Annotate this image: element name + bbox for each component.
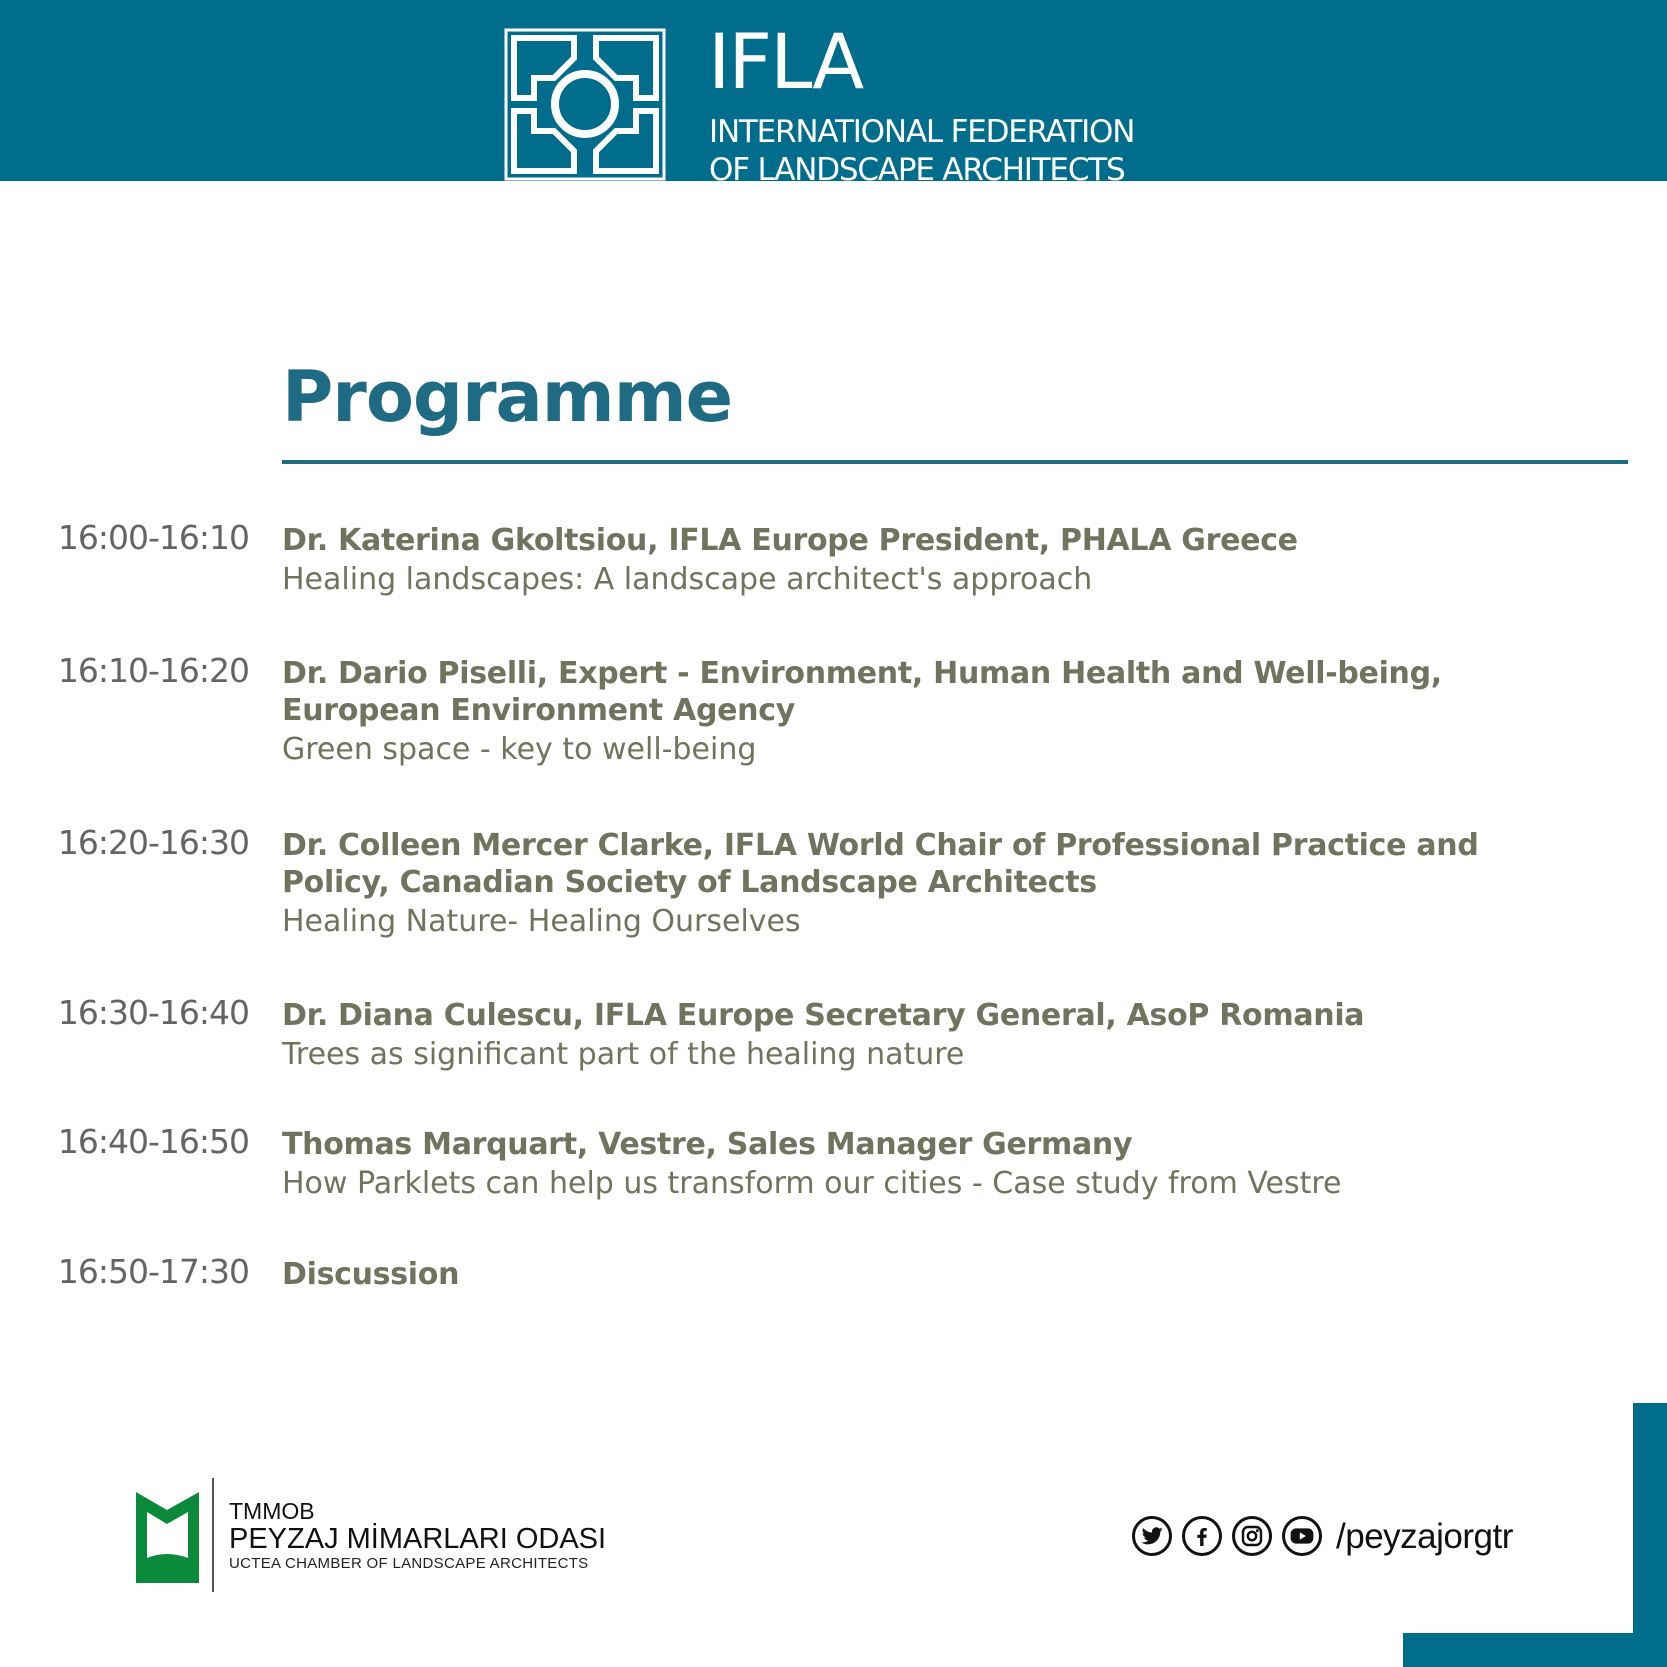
facebook-icon[interactable] — [1182, 1516, 1222, 1556]
entry-speaker: Policy, Canadian Society of Landscape Architects — [282, 865, 1097, 900]
social-links — [1132, 1515, 1513, 1557]
entry-content — [282, 1256, 1642, 1293]
entry-time: 16:40-16:50 — [57, 1122, 249, 1161]
entry-time: 16:50-17:30 — [57, 1252, 249, 1291]
corner-accent-vertical — [1633, 1403, 1667, 1667]
entry-content — [282, 1126, 1642, 1205]
entry-speaker: European Environment Agency — [282, 693, 795, 728]
title-divider — [282, 460, 1628, 464]
twitter-icon[interactable] — [1132, 1516, 1172, 1556]
entry-talk: Healing Nature- Healing Ourselves — [282, 904, 801, 939]
entry-content — [282, 997, 1642, 1076]
social-handle[interactable]: /peyzajorgtr — [1336, 1516, 1513, 1556]
entry-time: 16:30-16:40 — [57, 993, 249, 1032]
ifla-subtitle-line2: OF LANDSCAPE ARCHITECTS — [709, 152, 1125, 188]
entry-content — [282, 522, 1642, 601]
entry-speaker: Dr. Dario Piselli, Expert - Environment, Human Health and Well-being, — [282, 656, 1442, 691]
ifla-emblem-icon — [504, 28, 666, 181]
page-title: Programme — [282, 356, 733, 438]
ifla-wordmark: IFLA — [708, 17, 863, 106]
entry-time: 16:10-16:20 — [57, 651, 249, 690]
entry-speaker: Dr. Diana Culescu, IFLA Europe Secretary General, AsoP Romania — [282, 998, 1365, 1033]
org-name-line3: UCTEA CHAMBER OF LANDSCAPE ARCHITECTS — [229, 1555, 589, 1572]
org-name-line1: TMMOB — [229, 1498, 315, 1524]
entry-time: 16:20-16:30 — [57, 823, 249, 862]
entry-time: 16:00-16:10 — [57, 518, 249, 557]
entry-talk: Trees as significant part of the healing nature — [282, 1037, 965, 1072]
entry-content — [282, 655, 1642, 771]
youtube-icon[interactable] — [1282, 1516, 1322, 1556]
entry-talk: Healing landscapes: A landscape architect's approach — [282, 562, 1093, 597]
entry-speaker: Thomas Marquart, Vestre, Sales Manager Germany — [282, 1127, 1133, 1162]
entry-talk: Green space - key to well-being — [282, 732, 757, 767]
header-banner — [0, 0, 1667, 188]
peyzaj-odasi-logo-icon — [136, 1486, 199, 1583]
ifla-subtitle-line1: INTERNATIONAL FEDERATION — [709, 114, 1135, 150]
footer-divider — [212, 1478, 214, 1592]
entry-speaker: Dr. Colleen Mercer Clarke, IFLA World Chair of Professional Practice and — [282, 828, 1479, 863]
corner-accent-horizontal — [1403, 1633, 1667, 1667]
entry-content — [282, 827, 1642, 943]
entry-speaker: Discussion — [282, 1257, 460, 1292]
entry-talk: How Parklets can help us transform our cities - Case study from Vestre — [282, 1166, 1342, 1201]
instagram-icon[interactable] — [1232, 1516, 1272, 1556]
org-name-line2: PEYZAJ MİMARLARI ODASI — [229, 1523, 607, 1555]
entry-speaker: Dr. Katerina Gkoltsiou, IFLA Europe President, PHALA Greece — [282, 523, 1298, 558]
